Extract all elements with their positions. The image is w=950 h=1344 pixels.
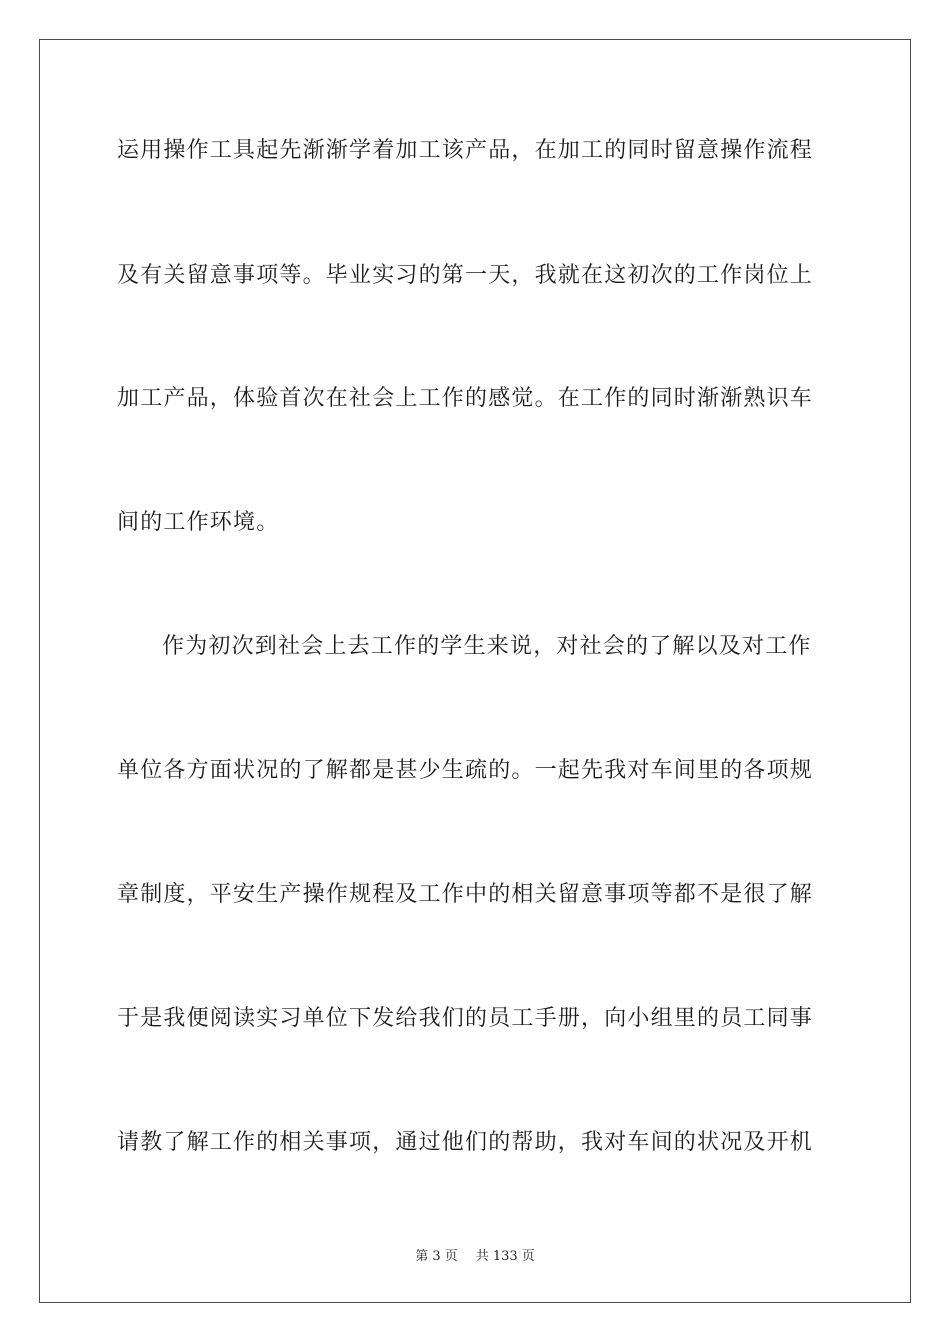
page-border xyxy=(39,39,911,1303)
body-line-6: 单位各方面状况的了解都是甚少生疏的。一起先我对车间里的各项规 xyxy=(117,758,814,783)
body-line-1: 运用操作工具起先渐渐学着加工该产品，在加工的同时留意操作流程 xyxy=(117,138,814,163)
body-line-8: 于是我便阅读实习单位下发给我们的员工手册，向小组里的员工同事 xyxy=(117,1006,814,1031)
body-line-3: 加工产品，体验首次在社会上工作的感觉。在工作的同时渐渐熟识车 xyxy=(117,386,814,411)
body-line-2: 及有关留意事项等。毕业实习的第一天，我就在这初次的工作岗位上 xyxy=(117,263,814,288)
body-line-7: 章制度，平安生产操作规程及工作中的相关留意事项等都不是很了解 xyxy=(117,882,814,907)
body-line-9: 请教了解工作的相关事项，通过他们的帮助，我对车间的状况及开机 xyxy=(117,1130,814,1155)
body-line-5-paragraph-start: 作为初次到社会上去工作的学生来说，对社会的了解以及对工作 xyxy=(162,634,812,659)
body-line-4: 间的工作环境。 xyxy=(117,510,280,535)
page-footer xyxy=(0,1248,950,1266)
total-pages: 共 133 页 xyxy=(475,1249,535,1264)
page-number: 第 3 页 xyxy=(415,1249,458,1264)
